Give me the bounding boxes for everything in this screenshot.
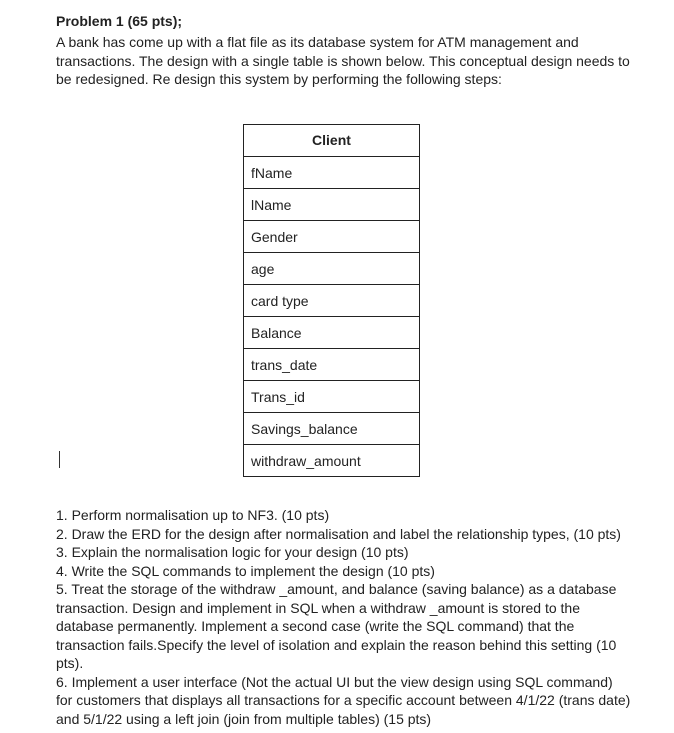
entity-attribute: fName <box>244 158 419 189</box>
task-line: transaction. Design and implement in SQL when a withdraw _amount is stored to the <box>56 599 580 616</box>
task-line: pts). <box>56 655 84 671</box>
intro-line: A bank has come up with a flat file as its database system for ATM management and <box>56 34 579 50</box>
task-line: 2. Draw the ERD for the design after normalisation and label the relationship types, (10 pts) <box>56 525 621 542</box>
entity-attribute: Savings_balance <box>244 414 419 445</box>
entity-attribute: age <box>244 254 419 285</box>
entity-attribute: Gender <box>244 222 419 253</box>
entity-attribute: Trans_id <box>244 382 419 413</box>
task-line: 6. Implement a user interface (Not the actual UI but the view design using SQL command) <box>56 673 613 690</box>
client-entity-table <box>243 124 420 477</box>
task-line: and 5/1/22 using a left join (join from multiple tables) (15 pts) <box>56 710 432 727</box>
entity-attribute: Balance <box>244 318 419 349</box>
task-line: for customers that displays all transactions for a specific account between 4/1/22 (trans date) <box>56 692 631 708</box>
task-line: 5. Treat the storage of the withdraw _amount, and balance (saving balance) as a database <box>56 581 617 597</box>
task-line: database permanently. Implement a second case (write the SQL command) that the <box>56 618 575 634</box>
entity-name: Client <box>244 125 419 157</box>
text-cursor <box>59 451 60 468</box>
entity-attribute: lName <box>244 190 419 221</box>
entity-attribute: card type <box>244 286 419 317</box>
task-list <box>56 506 656 728</box>
intro-line: be redesigned. Re design this system by performing the following steps: <box>56 71 502 87</box>
problem-intro <box>56 33 656 89</box>
intro-line: transactions. The design with a single table is shown below. This conceptual design needs to <box>56 52 630 69</box>
problem-title: Problem 1 (65 pts); <box>56 13 183 29</box>
task-line: 4. Write the SQL commands to implement the design (10 pts) <box>56 562 435 579</box>
task-line: transaction fails.Specify the level of isolation and explain the reason behind this setting (10 <box>56 636 617 653</box>
task-line: 1. Perform normalisation up to NF3. (10 pts) <box>56 507 330 523</box>
entity-attribute: withdraw_amount <box>244 446 419 477</box>
entity-attribute: trans_date <box>244 350 419 381</box>
task-line: 3. Explain the normalisation logic for your design (10 pts) <box>56 544 409 560</box>
